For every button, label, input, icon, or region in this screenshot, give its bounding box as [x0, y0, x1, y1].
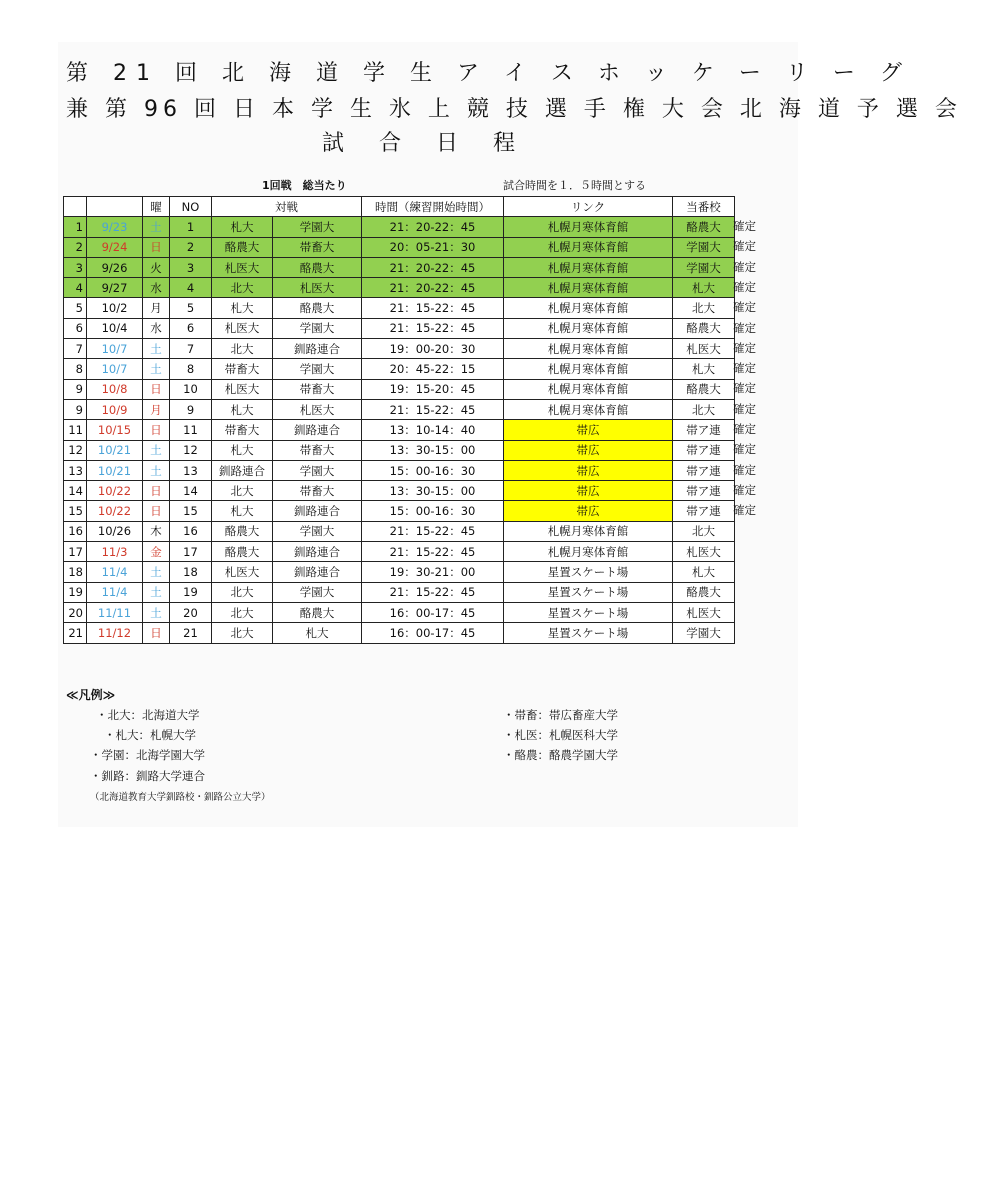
match-date: 10/7 — [87, 339, 143, 359]
team-a: 酪農大 — [212, 237, 273, 257]
table-row — [64, 440, 735, 460]
team-b: 帯畜大 — [273, 379, 362, 399]
team-a: 帯畜大 — [212, 420, 273, 440]
team-b: 釧路連合 — [273, 562, 362, 582]
row-index: 16 — [64, 521, 87, 541]
match-time: 21：15-22：45 — [362, 318, 504, 338]
host-school: 帯ア連 — [673, 440, 735, 460]
host-school: 札医大 — [673, 339, 735, 359]
team-a: 札大 — [212, 440, 273, 460]
match-rink: 星置スケート場 — [504, 602, 673, 622]
match-rink: 札幌月寒体育館 — [504, 217, 673, 237]
match-time: 21：20-22：45 — [362, 217, 504, 237]
match-weekday: 日 — [143, 237, 170, 257]
match-weekday: 土 — [143, 217, 170, 237]
match-weekday: 日 — [143, 379, 170, 399]
match-time: 21：15-22：45 — [362, 542, 504, 562]
host-school: 帯ア連 — [673, 460, 735, 480]
table-row — [64, 542, 735, 562]
match-rink: 星置スケート場 — [504, 623, 673, 643]
match-date: 11/4 — [87, 582, 143, 602]
match-date: 10/7 — [87, 359, 143, 379]
match-rink: 札幌月寒体育館 — [504, 298, 673, 318]
match-time: 21：15-22：45 — [362, 521, 504, 541]
match-date: 11/12 — [87, 623, 143, 643]
row-index: 13 — [64, 460, 87, 480]
table-row — [64, 521, 735, 541]
match-no: 13 — [170, 460, 212, 480]
header-rink: リンク — [504, 197, 673, 217]
confirmed-label: 確定 — [733, 381, 756, 396]
match-date: 10/21 — [87, 440, 143, 460]
header-index — [64, 197, 87, 217]
match-rink: 星置スケート場 — [504, 562, 673, 582]
row-index: 9 — [64, 399, 87, 419]
table-row — [64, 257, 735, 277]
team-b: 学園大 — [273, 318, 362, 338]
row-index: 17 — [64, 542, 87, 562]
header-matchup: 対戦 — [212, 197, 362, 217]
legend-item: ・釧路：釧路大学連合 — [90, 769, 205, 783]
title-line-1: 第 21 回 北 海 道 学 生 ア イ ス ホ ッ ケ ー リ ー グ — [66, 61, 911, 86]
match-weekday: 月 — [143, 298, 170, 318]
match-no: 5 — [170, 298, 212, 318]
match-no: 12 — [170, 440, 212, 460]
match-rink: 札幌月寒体育館 — [504, 339, 673, 359]
match-date: 9/27 — [87, 278, 143, 298]
confirmed-label: 確定 — [733, 422, 756, 436]
team-a: 北大 — [212, 278, 273, 298]
match-no: 2 — [170, 237, 212, 257]
match-no: 1 — [170, 217, 212, 237]
match-rink: 帯広 — [504, 481, 673, 501]
table-row — [64, 318, 735, 338]
match-rink: 帯広 — [504, 501, 673, 521]
team-a: 帯畜大 — [212, 359, 273, 379]
legend-item: ・札大：札幌大学 — [104, 728, 196, 742]
confirmed-label: 確定 — [733, 340, 756, 355]
team-b: 学園大 — [273, 460, 362, 480]
match-weekday: 水 — [143, 318, 170, 338]
match-no: 3 — [170, 257, 212, 277]
match-date: 10/15 — [87, 420, 143, 440]
match-date: 10/2 — [87, 298, 143, 318]
team-a: 北大 — [212, 602, 273, 622]
team-a: 北大 — [212, 481, 273, 501]
team-b: 学園大 — [273, 521, 362, 541]
host-school: 学園大 — [673, 237, 735, 257]
header-host: 当番校 — [673, 197, 735, 217]
match-time: 19：00-20：30 — [362, 339, 504, 359]
legend-item: ・北大：北海道大学 — [96, 708, 200, 722]
match-no: 14 — [170, 481, 212, 501]
team-b: 釧路連合 — [273, 339, 362, 359]
table-row — [64, 562, 735, 582]
match-time: 19：30-21：00 — [362, 562, 504, 582]
row-index: 7 — [64, 339, 87, 359]
team-a: 酪農大 — [212, 521, 273, 541]
match-date: 10/26 — [87, 521, 143, 541]
confirmed-label: 確定 — [733, 279, 756, 294]
table-row — [64, 501, 735, 521]
team-a: 北大 — [212, 623, 273, 643]
schedule-table — [63, 196, 735, 644]
team-b: 学園大 — [273, 359, 362, 379]
match-time: 21：15-22：45 — [362, 582, 504, 602]
confirmed-label: 確定 — [733, 462, 756, 477]
confirmed-label: 確定 — [733, 503, 756, 518]
confirmed-label: 確定 — [733, 320, 756, 335]
table-row — [64, 399, 735, 419]
row-index: 1 — [64, 217, 87, 237]
match-date: 9/26 — [87, 257, 143, 277]
host-school: 帯ア連 — [673, 481, 735, 501]
row-index: 2 — [64, 237, 87, 257]
row-index: 12 — [64, 440, 87, 460]
match-no: 21 — [170, 623, 212, 643]
match-time: 13：30-15：00 — [362, 440, 504, 460]
host-school: 酪農大 — [673, 217, 735, 237]
match-rink: 帯広 — [504, 420, 673, 440]
host-school: 帯ア連 — [673, 420, 735, 440]
match-time: 19：15-20：45 — [362, 379, 504, 399]
table-row — [64, 602, 735, 622]
team-a: 札医大 — [212, 562, 273, 582]
match-date: 11/3 — [87, 542, 143, 562]
match-no: 4 — [170, 278, 212, 298]
legend-item: ・札医：札幌医科大学 — [503, 728, 618, 742]
row-index: 5 — [64, 298, 87, 318]
match-no: 9 — [170, 399, 212, 419]
match-date: 9/24 — [87, 237, 143, 257]
match-rink: 札幌月寒体育館 — [504, 278, 673, 298]
table-row — [64, 481, 735, 501]
table-row — [64, 217, 735, 237]
header-no: NO — [170, 197, 212, 217]
match-date: 10/8 — [87, 379, 143, 399]
team-a: 北大 — [212, 582, 273, 602]
host-school: 酪農大 — [673, 582, 735, 602]
host-school: 札医大 — [673, 542, 735, 562]
header-date — [87, 197, 143, 217]
row-index: 8 — [64, 359, 87, 379]
row-index: 18 — [64, 562, 87, 582]
confirmed-label: 確定 — [733, 219, 756, 233]
team-b: 釧路連合 — [273, 420, 362, 440]
title-line-2: 兼 第 96 回 日 本 学 生 氷 上 競 技 選 手 権 大 会 北 海 道 予 選 会 — [66, 97, 962, 122]
team-b: 学園大 — [273, 217, 362, 237]
row-index: 4 — [64, 278, 87, 298]
table-row — [64, 298, 735, 318]
match-time: 15：00-16：30 — [362, 501, 504, 521]
match-rink: 帯広 — [504, 460, 673, 480]
match-weekday: 土 — [143, 582, 170, 602]
match-no: 7 — [170, 339, 212, 359]
match-time: 20：45-22：15 — [362, 359, 504, 379]
match-rink: 札幌月寒体育館 — [504, 379, 673, 399]
match-weekday: 日 — [143, 481, 170, 501]
match-weekday: 土 — [143, 440, 170, 460]
host-school: 北大 — [673, 521, 735, 541]
row-index: 3 — [64, 257, 87, 277]
legend-item: ・学園：北海学園大学 — [90, 748, 205, 762]
match-rink: 札幌月寒体育館 — [504, 542, 673, 562]
row-index: 14 — [64, 481, 87, 501]
team-b: 帯畜大 — [273, 481, 362, 501]
table-row — [64, 278, 735, 298]
match-date: 9/23 — [87, 217, 143, 237]
round-label: 1回戦 総当たり — [262, 179, 347, 192]
match-no: 11 — [170, 420, 212, 440]
match-date: 10/21 — [87, 460, 143, 480]
confirmed-label: 確定 — [733, 259, 756, 274]
match-time: 20：05-21：30 — [362, 237, 504, 257]
legend-note: （北海道教育大学釧路校・釧路公立大学） — [90, 792, 271, 803]
match-time: 21：20-22：45 — [362, 278, 504, 298]
team-a: 北大 — [212, 339, 273, 359]
team-a: 釧路連合 — [212, 460, 273, 480]
match-weekday: 日 — [143, 623, 170, 643]
match-rink: 帯広 — [504, 440, 673, 460]
team-b: 札医大 — [273, 278, 362, 298]
match-no: 6 — [170, 318, 212, 338]
match-no: 15 — [170, 501, 212, 521]
team-b: 酪農大 — [273, 298, 362, 318]
host-school: 札大 — [673, 359, 735, 379]
match-duration-note: 試合時間を１．５時間とする — [503, 179, 646, 192]
match-no: 8 — [170, 359, 212, 379]
match-weekday: 金 — [143, 542, 170, 562]
match-weekday: 水 — [143, 278, 170, 298]
row-index: 11 — [64, 420, 87, 440]
match-weekday: 土 — [143, 602, 170, 622]
host-school: 酪農大 — [673, 318, 735, 338]
match-rink: 札幌月寒体育館 — [504, 359, 673, 379]
team-b: 酪農大 — [273, 257, 362, 277]
host-school: 学園大 — [673, 623, 735, 643]
match-weekday: 日 — [143, 501, 170, 521]
table-row — [64, 339, 735, 359]
team-b: 帯畜大 — [273, 237, 362, 257]
table-row — [64, 420, 735, 440]
header-weekday: 曜 — [143, 197, 170, 217]
legend-title: ≪凡例≫ — [66, 688, 116, 702]
team-a: 札医大 — [212, 318, 273, 338]
match-no: 10 — [170, 379, 212, 399]
team-b: 札医大 — [273, 399, 362, 419]
title-line-3: 試 合 日 程 — [322, 131, 529, 156]
team-a: 札医大 — [212, 379, 273, 399]
match-date: 11/4 — [87, 562, 143, 582]
table-row — [64, 359, 735, 379]
host-school: 札大 — [673, 278, 735, 298]
match-date: 10/22 — [87, 481, 143, 501]
row-index: 6 — [64, 318, 87, 338]
match-rink: 札幌月寒体育館 — [504, 521, 673, 541]
match-time: 21：20-22：45 — [362, 257, 504, 277]
match-no: 18 — [170, 562, 212, 582]
confirmed-label: 確定 — [733, 239, 756, 254]
team-a: 札大 — [212, 298, 273, 318]
match-time: 21：15-22：45 — [362, 298, 504, 318]
host-school: 学園大 — [673, 257, 735, 277]
legend-item: ・酪農：酪農学園大学 — [503, 748, 618, 762]
header-time: 時間（練習開始時間） — [362, 197, 504, 217]
match-no: 19 — [170, 582, 212, 602]
match-time: 13：30-15：00 — [362, 481, 504, 501]
row-index: 20 — [64, 602, 87, 622]
match-time: 16：00-17：45 — [362, 602, 504, 622]
table-header-row — [64, 197, 735, 217]
team-b: 酪農大 — [273, 602, 362, 622]
confirmed-label: 確定 — [733, 300, 756, 315]
match-no: 17 — [170, 542, 212, 562]
match-rink: 札幌月寒体育館 — [504, 318, 673, 338]
match-rink: 札幌月寒体育館 — [504, 237, 673, 257]
match-weekday: 土 — [143, 460, 170, 480]
match-time: 21：15-22：45 — [362, 399, 504, 419]
match-time: 13：10-14：40 — [362, 420, 504, 440]
match-weekday: 土 — [143, 339, 170, 359]
match-weekday: 月 — [143, 399, 170, 419]
table-row — [64, 582, 735, 602]
team-a: 札医大 — [212, 257, 273, 277]
table-row — [64, 237, 735, 257]
team-a: 酪農大 — [212, 542, 273, 562]
host-school: 酪農大 — [673, 379, 735, 399]
row-index: 15 — [64, 501, 87, 521]
match-rink: 札幌月寒体育館 — [504, 399, 673, 419]
team-b: 釧路連合 — [273, 501, 362, 521]
confirmed-label: 確定 — [733, 361, 756, 376]
match-date: 10/9 — [87, 399, 143, 419]
host-school: 札大 — [673, 562, 735, 582]
match-weekday: 土 — [143, 359, 170, 379]
confirmed-label: 確定 — [733, 442, 756, 457]
match-no: 20 — [170, 602, 212, 622]
match-date: 10/22 — [87, 501, 143, 521]
match-rink: 星置スケート場 — [504, 582, 673, 602]
match-date: 10/4 — [87, 318, 143, 338]
match-no: 16 — [170, 521, 212, 541]
host-school: 帯ア連 — [673, 501, 735, 521]
host-school: 北大 — [673, 298, 735, 318]
match-weekday: 火 — [143, 257, 170, 277]
team-a: 札大 — [212, 217, 273, 237]
confirmed-label: 確定 — [733, 482, 756, 497]
match-date: 11/11 — [87, 602, 143, 622]
host-school: 札医大 — [673, 602, 735, 622]
row-index: 19 — [64, 582, 87, 602]
table-row — [64, 379, 735, 399]
row-index: 9 — [64, 379, 87, 399]
match-rink: 札幌月寒体育館 — [504, 257, 673, 277]
match-weekday: 木 — [143, 521, 170, 541]
team-b: 札大 — [273, 623, 362, 643]
table-row — [64, 460, 735, 480]
team-b: 学園大 — [273, 582, 362, 602]
match-weekday: 土 — [143, 562, 170, 582]
host-school: 北大 — [673, 399, 735, 419]
match-weekday: 日 — [143, 420, 170, 440]
team-a: 札大 — [212, 501, 273, 521]
match-time: 16：00-17：45 — [362, 623, 504, 643]
row-index: 21 — [64, 623, 87, 643]
team-b: 帯畜大 — [273, 440, 362, 460]
confirmed-label: 確定 — [733, 401, 756, 416]
team-a: 札大 — [212, 399, 273, 419]
team-b: 釧路連合 — [273, 542, 362, 562]
table-row — [64, 623, 735, 643]
match-time: 15：00-16：30 — [362, 460, 504, 480]
legend-item: ・帯畜：帯広畜産大学 — [503, 708, 618, 722]
